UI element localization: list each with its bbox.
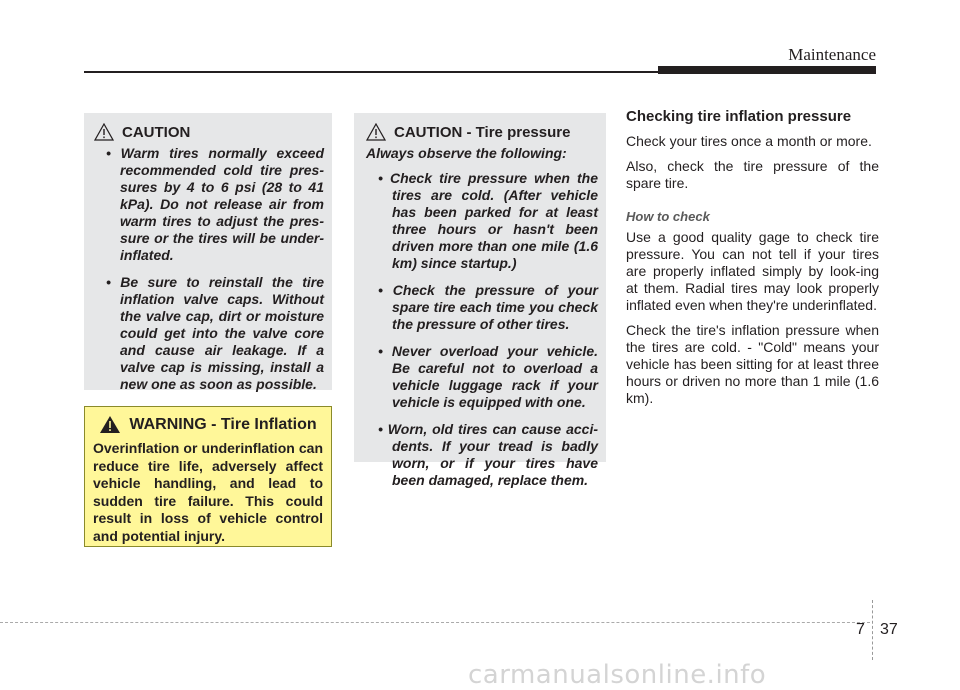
caution-list [94, 145, 324, 393]
warning-box [84, 406, 332, 547]
caution-item: • Check tire pressure when the tires are cold. (After vehicle has been parked for at least three hours or hasn't been driven more than one mile (1.6 km) since startup.) [378, 170, 598, 271]
caution-tire-pressure-box [354, 113, 606, 488]
caution-title [94, 123, 324, 141]
chapter-number: 7 [856, 621, 865, 638]
caution-intro: Always observe the following: [366, 145, 567, 161]
watermark: carmanualsonline.info [468, 660, 767, 690]
sub-heading: How to check [626, 209, 710, 224]
caution-triangle-icon [366, 123, 386, 141]
page-number-separator [872, 600, 873, 660]
warning-text: Overinflation or underinflation can reduce tire life, adversely affect vehicle handling, and lead to sudden tire failure. This could result in loss of vehicle control and potential injury. [93, 440, 323, 544]
main-paragraph: Check your tires once a month or more. [626, 133, 872, 149]
main-paragraph: Use a good quality gage to check tire pressure. You can not tell if your tires are properly inflated simply by look-ing at them. Radial tires may look properly inflated even when they're underinflated. [626, 229, 879, 313]
caution-item: • Worn, old tires can cause acci-dents. If your tread is badly worn, or if your tires have been damaged, replace them. [378, 421, 598, 488]
caution-item: • Never overload your vehicle. Be careful not to overload a vehicle luggage rack if your vehicle is equipped with one. [378, 343, 598, 410]
caution-item: • Warm tires normally exceed recommended cold tire pres-sures by 4 to 6 psi (28 to 41 kPa). Do not release air from warm tires to adjust the pres-sure or the tires will be under-inflated. [106, 145, 324, 263]
caution-box [84, 113, 332, 390]
main-heading: Checking tire inflation pressure [626, 108, 852, 125]
warning-title [93, 415, 323, 434]
section-title: Maintenance [788, 45, 876, 64]
caution-item: • Check the pressure of your spare tire each time you check the pressure of other tires. [378, 282, 598, 332]
caution-triangle-icon [94, 123, 114, 141]
header-rule [84, 71, 664, 73]
main-text-column [626, 108, 879, 415]
warning-title-text: WARNING - Tire Inflation [129, 415, 317, 433]
header-rule-bar [658, 66, 876, 74]
footer-dashed-line [0, 622, 870, 623]
caution-tire-pressure-title-text: CAUTION - Tire pressure [394, 123, 571, 141]
main-paragraph: Check the tire's inflation pressure when the tires are cold. - "Cold" means your vehicle has been sitting for at least three hours or driven no more than 1 mile (1.6 km). [626, 322, 879, 406]
caution-tire-pressure-title [366, 123, 598, 141]
page-number: 37 [880, 621, 898, 638]
caution-tire-pressure-list [366, 170, 598, 489]
warning-triangle-icon [99, 415, 121, 434]
main-paragraph: Also, check the tire pressure of the spare tire. [626, 158, 879, 191]
caution-item: • Be sure to reinstall the tire inflation valve caps. Without the valve cap, dirt or moisture could get into the valve core and cause air leakage. If a valve cap is missing, install a new one as soon as possible. [106, 274, 324, 392]
caution-title-text: CAUTION [122, 123, 191, 141]
